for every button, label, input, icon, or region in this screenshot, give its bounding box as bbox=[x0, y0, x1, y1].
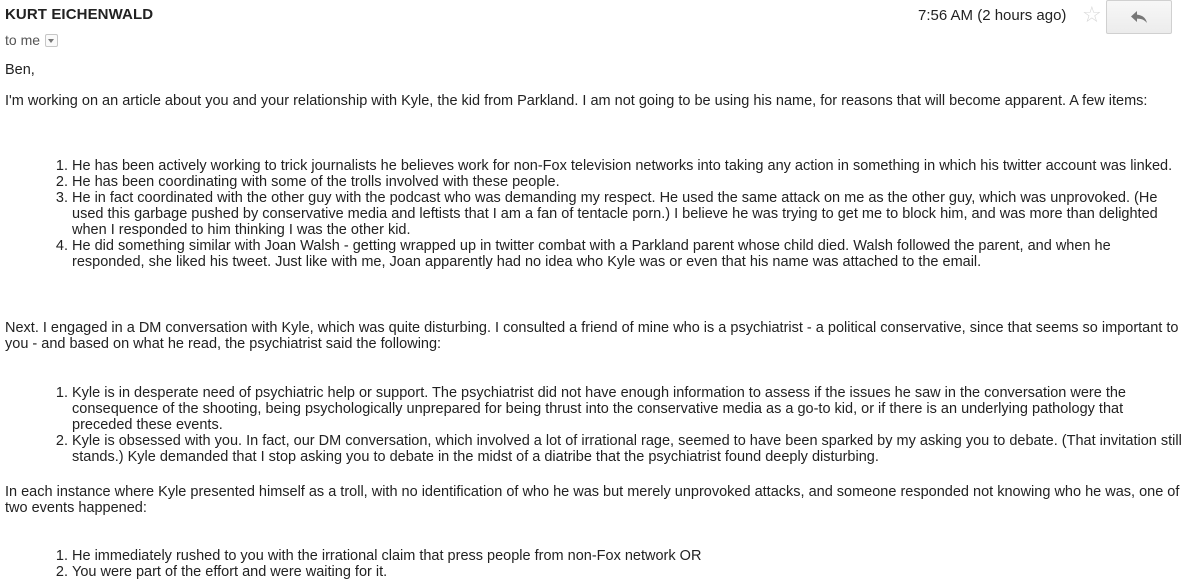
chevron-down-icon[interactable] bbox=[45, 34, 58, 47]
list-item: 2. You were part of the effort and were waiting for it. bbox=[72, 564, 1185, 580]
list-psychiatrist bbox=[5, 385, 1185, 465]
paragraph-events: In each instance where Kyle presented himself as a troll, with no identification of who he was but merely unprovoked attacks, and someone responded not knowing who he was, one of two events happened: bbox=[5, 484, 1180, 516]
star-icon[interactable]: ☆ bbox=[1082, 2, 1102, 27]
paragraph-dm: Next. I engaged in a DM conversation with Kyle, which was quite disturbing. I consulted a friend of mine who is a psychiatrist - a political conservative, since that seems so important to you - and based on what he read, the psychiatrist said the following: bbox=[5, 320, 1179, 352]
greeting: Ben, bbox=[5, 62, 35, 78]
recipient-row bbox=[5, 32, 58, 48]
reply-arrow-icon bbox=[1129, 10, 1149, 24]
list-item: 2. Kyle is obsessed with you. In fact, our DM conversation, which involved a lot of irrational rage, seemed to have been sparked by my asking you to debate. (That invitation still stands.) Kyle demanded that I stop asking you to debate in the midst of a diatribe that the psychiatrist found deeply disturbing. bbox=[72, 433, 1185, 465]
paragraph-intro: I'm working on an article about you and your relationship with Kyle, the kid from Parkland. I am not going to be using his name, for reasons that will become apparent. A few items: bbox=[5, 93, 1148, 109]
list-item: 2. He has been coordinating with some of the trolls involved with these people. bbox=[72, 174, 1185, 190]
sender-name[interactable]: KURT EICHENWALD bbox=[5, 6, 154, 23]
list-allegations bbox=[5, 158, 1185, 270]
reply-button[interactable] bbox=[1106, 0, 1172, 34]
list-item: 3. He in fact coordinated with the other guy with the podcast who was demanding my respect. He used the same attack on me as the other guy, which was unprovoked. (He used this garbage pushed by conservative media and leftists that I am a fan of tentacle porn.) I believe he was trying to get me to block him, and was more than delighted when I responded to him thinking I was the other kid. bbox=[72, 190, 1185, 238]
recipient-label: to me bbox=[5, 32, 41, 48]
list-events bbox=[5, 548, 1185, 580]
list-item: 1. Kyle is in desperate need of psychiatric help or support. The psychiatrist did not have enough information to assess if the issues he saw in the conversation were the consequence of the shooting, being psychologically unprepared for being thrust into the conservative media as a go-to kid, or if there is an underlying pathology that preceded these events. bbox=[72, 385, 1185, 433]
list-item: 4. He did something similar with Joan Walsh - getting wrapped up in twitter combat with a Parkland parent whose child died. Walsh followed the parent, and when he responded, she liked his tweet. Just like with me, Joan apparently had no idea who Kyle was or even that his name was attached to the email. bbox=[72, 238, 1185, 270]
list-item: 1. He has been actively working to trick journalists he believes work for non-Fox television networks into taking any action in something in which his twitter account was linked. bbox=[72, 158, 1185, 174]
list-item: 1. He immediately rushed to you with the irrational claim that press people from non-Fox network OR bbox=[72, 548, 1185, 564]
timestamp: 7:56 AM (2 hours ago) bbox=[918, 7, 1067, 24]
